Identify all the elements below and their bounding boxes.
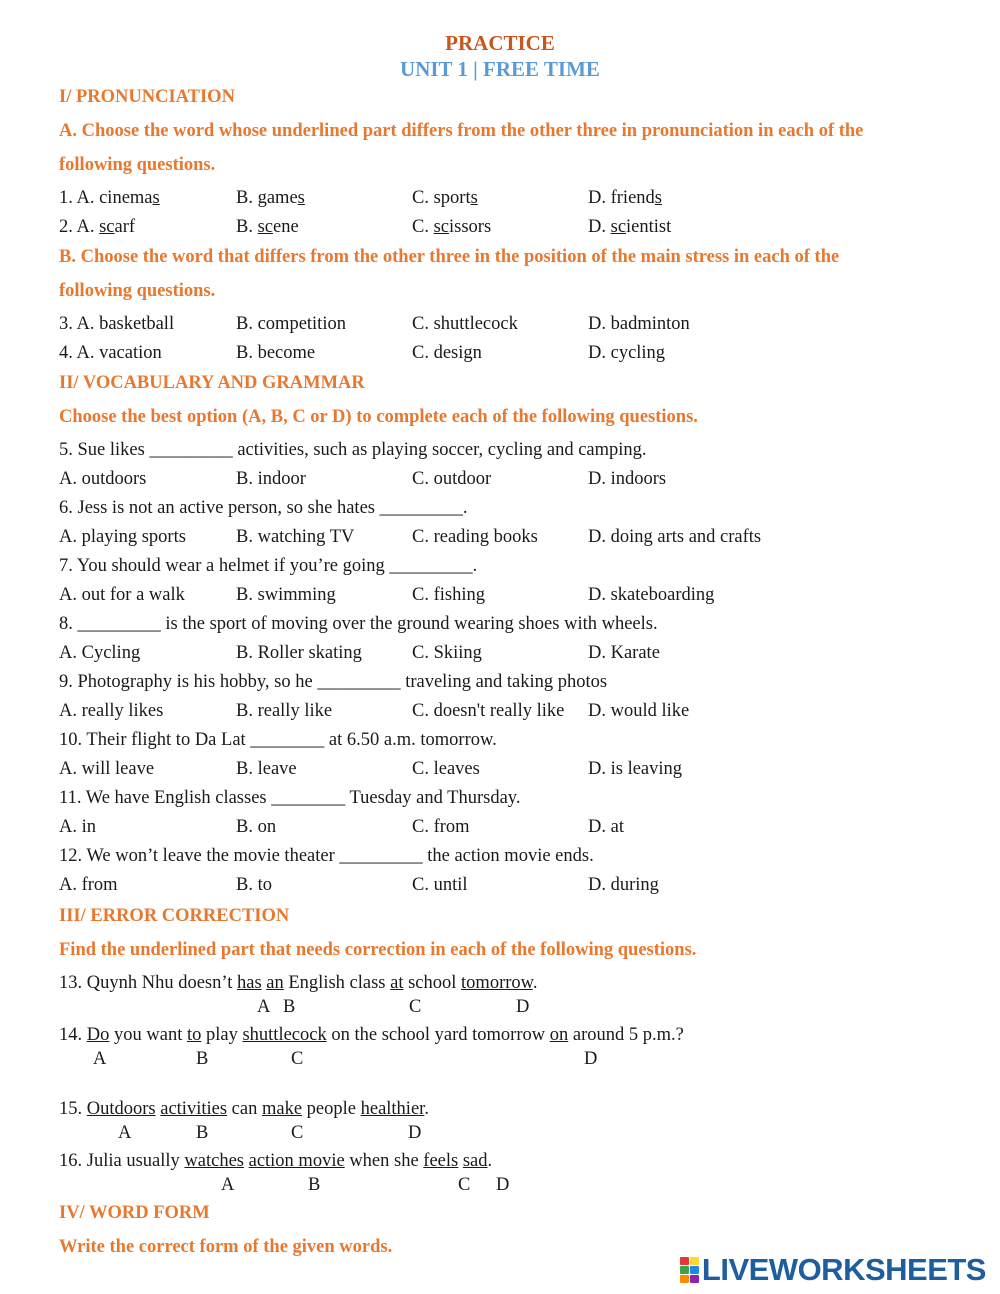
q6-option-c: C. reading books <box>412 527 538 547</box>
q7-option-c: C. fishing <box>412 585 485 605</box>
q4-option-c: C. design <box>412 343 482 363</box>
q4-option-d: D. cycling <box>588 343 666 363</box>
q3-option-c: C. shuttlecock <box>412 314 518 334</box>
instruction-part-a-cont: following questions. <box>59 155 216 175</box>
question-5: 5. Sue likes _________ activities, such as playing soccer, cycling and camping. <box>59 440 647 460</box>
q8-option-d: D. Karate <box>588 643 660 663</box>
q10-option-a: A. will leave <box>59 759 155 779</box>
question-2: 2. A. scarf <box>59 217 136 237</box>
q7-option-a: A. out for a walk <box>59 585 185 605</box>
question-7: 7. You should wear a helmet if you’re going _________. <box>59 556 478 576</box>
q15-label-c: C <box>291 1123 304 1143</box>
q1-option-d: D. friends <box>588 188 662 208</box>
question-9: 9. Photography is his hobby, so he _________ traveling and taking photos <box>59 672 608 692</box>
q3-option-b: B. competition <box>236 314 346 334</box>
question-13: 13. Quynh Nhu doesn’t has an English class at school tomorrow. <box>59 973 538 993</box>
q9-option-c: C. doesn't really like <box>412 701 565 721</box>
q14-label-c: C <box>291 1049 304 1069</box>
q7-option-b: B. swimming <box>236 585 336 605</box>
page-title: PRACTICE <box>445 31 555 55</box>
liveworksheets-logo <box>680 1252 986 1288</box>
question-3: 3. A. basketball <box>59 314 175 334</box>
question-4: 4. A. vacation <box>59 343 162 363</box>
question-10: 10. Their flight to Da Lat ________ at 6.50 a.m. tomorrow. <box>59 730 497 750</box>
instruction-vocabulary: Choose the best option (A, B, C or D) to complete each of the following questions. <box>59 407 698 427</box>
q15-label-d: D <box>408 1123 422 1143</box>
q10-option-d: D. is leaving <box>588 759 683 779</box>
q12-option-d: D. during <box>588 875 659 895</box>
instruction-part-b-cont: following questions. <box>59 281 216 301</box>
q14-label-b: B <box>196 1049 209 1069</box>
question-16: 16. Julia usually watches action movie when she feels sad. <box>59 1151 493 1171</box>
q8-option-b: B. Roller skating <box>236 643 362 663</box>
q6-option-a: A. playing sports <box>59 527 186 547</box>
section-heading-word-form: IV/ WORD FORM <box>59 1203 210 1223</box>
question-1: 1. A. cinemas <box>59 188 160 208</box>
q14-label-a: A <box>93 1049 107 1069</box>
q5-option-c: C. outdoor <box>412 469 492 489</box>
question-11: 11. We have English classes ________ Tuesday and Thursday. <box>59 788 521 808</box>
question-8: 8. _________ is the sport of moving over the ground wearing shoes with wheels. <box>59 614 658 634</box>
q13-label-d: D <box>516 997 530 1017</box>
question-6: 6. Jess is not an active person, so she hates _________. <box>59 498 468 518</box>
q14-label-d: D <box>584 1049 598 1069</box>
instruction-word-form: Write the correct form of the given words. <box>59 1237 393 1257</box>
q12-option-c: C. until <box>412 875 468 895</box>
q15-label-a: A <box>118 1123 132 1143</box>
q10-option-c: C. leaves <box>412 759 480 779</box>
page-subtitle: UNIT 1 | FREE TIME <box>400 57 600 81</box>
q1-option-c: C. sports <box>412 188 478 208</box>
q2-option-b: B. scene <box>236 217 299 237</box>
q5-option-d: D. indoors <box>588 469 667 489</box>
q4-option-b: B. become <box>236 343 316 363</box>
question-15: 15. Outdoors activities can make people healthier. <box>59 1099 429 1119</box>
q1-option-b: B. games <box>236 188 305 208</box>
q11-option-a: A. in <box>59 817 96 837</box>
q16-label-a: A <box>221 1175 235 1195</box>
logo-mark-icon <box>680 1257 699 1283</box>
instruction-part-b: B. Choose the word that differs from the other three in the position of the main stress in each of the <box>59 247 840 267</box>
q16-label-c: C <box>458 1175 471 1195</box>
q13-label-c: C <box>409 997 422 1017</box>
q9-option-d: D. would like <box>588 701 690 721</box>
q2-option-c: C. scissors <box>412 217 492 237</box>
q8-option-a: A. Cycling <box>59 643 141 663</box>
q5-option-a: A. outdoors <box>59 469 147 489</box>
logo-text: LIVEWORKSHEETS <box>701 1252 986 1287</box>
q5-option-b: B. indoor <box>236 469 306 489</box>
q11-option-d: D. at <box>588 817 624 837</box>
q16-label-b: B <box>308 1175 321 1195</box>
section-heading-vocabulary: II/ VOCABULARY AND GRAMMAR <box>59 373 365 393</box>
q7-option-d: D. skateboarding <box>588 585 715 605</box>
instruction-error-correction: Find the underlined part that needs correction in each of the following questions. <box>59 940 697 960</box>
q6-option-d: D. doing arts and crafts <box>588 527 762 547</box>
section-heading-pronunciation: I/ PRONUNCIATION <box>59 87 235 107</box>
q12-option-a: A. from <box>59 875 118 895</box>
q10-option-b: B. leave <box>236 759 297 779</box>
question-12: 12. We won’t leave the movie theater _________ the action movie ends. <box>59 846 594 866</box>
q11-option-b: B. on <box>236 817 277 837</box>
q9-option-a: A. really likes <box>59 701 164 721</box>
q12-option-b: B. to <box>236 875 272 895</box>
section-heading-error-correction: III/ ERROR CORRECTION <box>59 906 290 926</box>
q8-option-c: C. Skiing <box>412 643 482 663</box>
q13-label-a: A <box>257 997 271 1017</box>
q15-label-b: B <box>196 1123 209 1143</box>
q16-label-d: D <box>496 1175 510 1195</box>
instruction-part-a: A. Choose the word whose underlined part differs from the other three in pronunciation in each of the <box>59 121 864 141</box>
question-14: 14. Do you want to play shuttlecock on the school yard tomorrow on around 5 p.m.? <box>59 1025 684 1045</box>
q2-option-d: D. scientist <box>588 217 672 237</box>
q13-label-b: B <box>283 997 296 1017</box>
q9-option-b: B. really like <box>236 701 333 721</box>
q3-option-d: D. badminton <box>588 314 690 334</box>
q6-option-b: B. watching TV <box>236 527 355 547</box>
q11-option-c: C. from <box>412 817 470 837</box>
